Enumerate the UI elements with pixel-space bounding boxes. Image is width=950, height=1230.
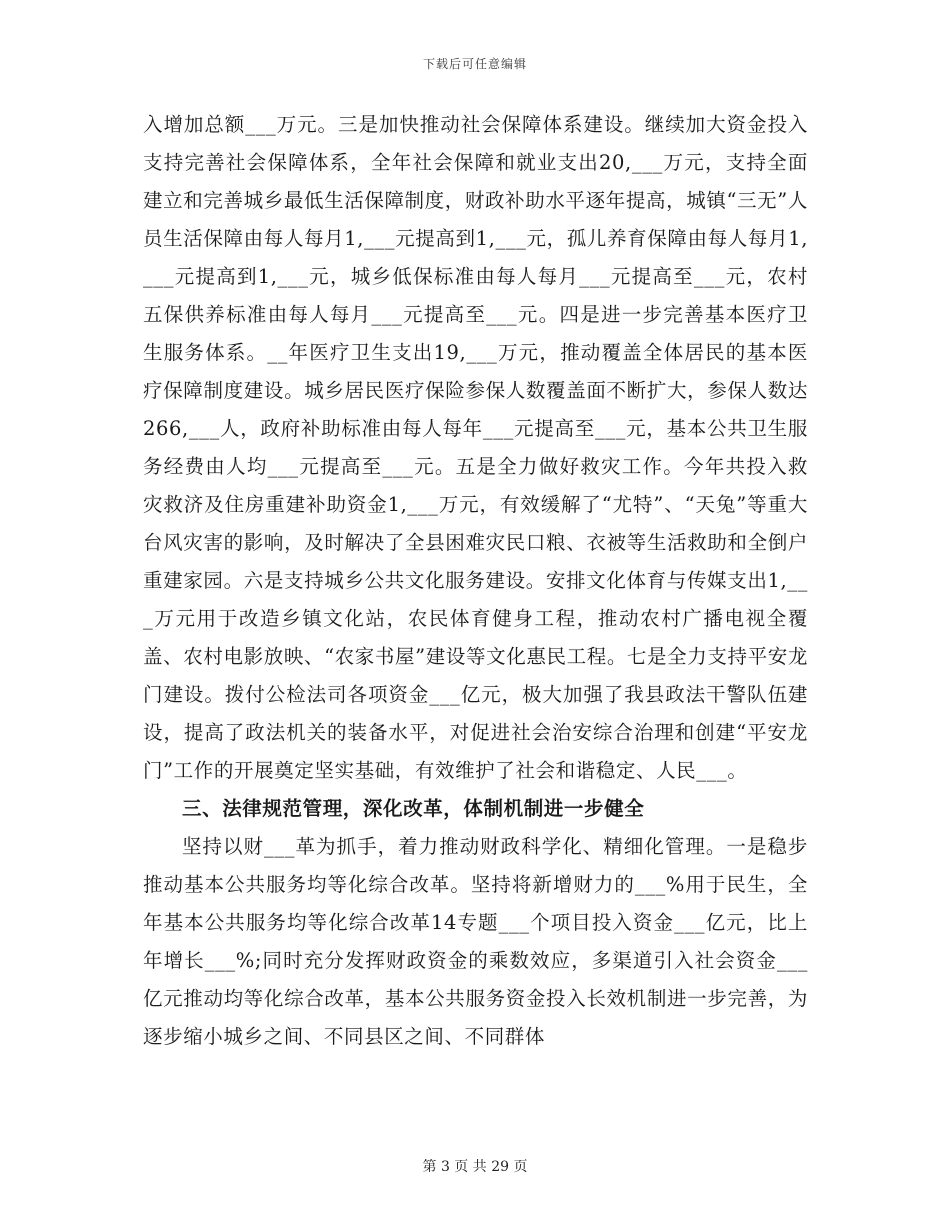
document-body: [143, 106, 808, 1056]
body-paragraph-2: 坚持以财___革为抓手，着力推动财政科学化、精细化管理。一是稳步推动基本公共服务均等化综合改革。坚持将新增财力的___%用于民生，全年基本公共服务均等化综合改革14专题___个项目投入资金___亿元，比上年增长___%;同时充分发挥财政资金的乘数效应，多渠道引入社会资金___亿元推动均等化综合改革，基本公共服务资金投入长效机制进一步完善，为逐步缩小城乡之间、不同县区之间、不同群体: [143, 835, 808, 1048]
section-heading: 三、法律规范管理，深化改革，体制机制进一步健全: [182, 797, 645, 820]
body-paragraph-1: 入增加总额___万元。三是加快推动社会保障体系建设。继续加大资金投入支持完善社会保障体系，全年社会保障和就业支出20,___万元，支持全面建立和完善城乡最低生活保障制度，财政补助水平逐年提高，城镇“三无”人员生活保障由每人每月1,___元提高到1,___元，孤儿养育保障由每人每月1,___元提高到1,___元，城乡低保标准由每人每月___元提高至___元，农村五保供养标准由每人每月___元提高至___元。四是进一步完善基本医疗卫生服务体系。__年医疗卫生支出19,___万元，推动覆盖全体居民的基本医疗保障制度建设。城乡居民医疗保险参保人数覆盖面不断扩大，参保人数达266,___人，政府补助标准由每人每年___元提高至___元，基本公共卫生服务经费由人均___元提高至___元。五是全力做好救灾工作。今年共投入救灾救济及住房重建补助资金1,___万元，有效缓解了“尤特”、“天兔”等重大台风灾害的影响，及时解决了全县困难灾民口粮、衣被等生活救助和全倒户重建家园。六是支持城乡公共文化服务建设。安排文化体育与传媒支出1,___万元用于改造乡镇文化站，农民体育健身工程，推动农村广播电视全覆盖、农村电影放映、“农家书屋”建设等文化惠民工程。七是全力支持平安龙门建设。拨付公检法司各项资金___亿元，极大加强了我县政法干警队伍建设，提高了政法机关的装备水平，对促进社会治安综合治理和创建“平安龙门”工作的开展奠定坚实基础，有效维护了社会和谐稳定、人民___。: [143, 113, 808, 782]
page-header: 下载后可任意编辑: [422, 57, 527, 71]
page-number-footer: 第 3 页 共 29 页: [422, 1159, 528, 1175]
